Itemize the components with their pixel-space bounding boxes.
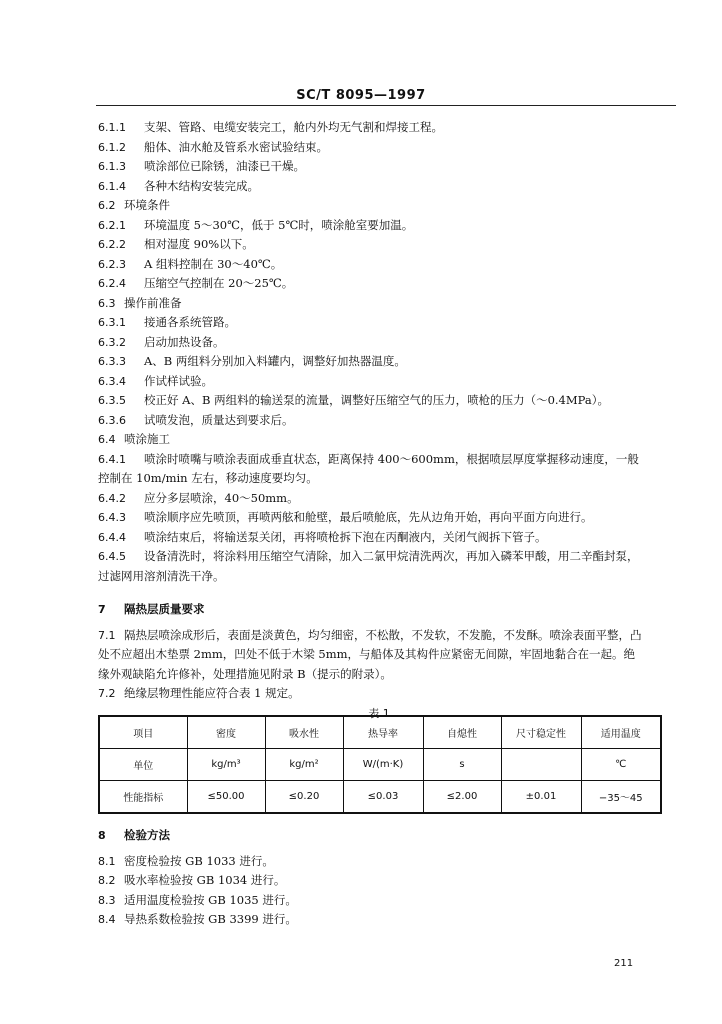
clause-6-2-4: 6.2.4 压缩空气控制在 20～25℃。: [98, 276, 294, 290]
table-header-cell: 密度: [187, 716, 265, 749]
clause-6-3-5: 6.3.5 校正好 A、B 两组料的输送泵的流量，调整好压缩空气的压力，喷枪的压力（～0.4MPa）。: [98, 393, 609, 407]
section-6-4-heading: 6.4 喷涂施工: [98, 432, 170, 446]
clause-8-1: 8.1 密度检验按 GB 1033 进行。: [98, 853, 274, 868]
clause-6-4-5-cont: 过滤网用溶剂清洗干净。: [98, 568, 225, 583]
clause-7-1-cont-1: 处不应超出木垫票 2mm，凹处不低于木梁 5mm，与船体及其构件应紧密无间隙，牢固地黏合在一起。绝: [98, 647, 636, 661]
table-cell: W/(m·K): [343, 749, 423, 781]
clause-6-4-5: 6.4.5 设备清洗时，将涂料用压缩空气清除，加入二氯甲烷清洗两次，再加入磷苯甲酸，用二辛酯封泵，: [98, 549, 639, 563]
clause-7-1: 7.1 隔热层喷涂成形后，表面是淡黄色，均匀细密，不松散，不发软，不发脆，不发酥。喷涂表面平整，凸: [98, 627, 642, 642]
header-rule: [96, 105, 676, 106]
table-cell: ℃: [581, 749, 661, 781]
table-cell: ≤50.00: [187, 781, 265, 814]
table-cell: 单位: [99, 749, 187, 781]
table-header-cell: 适用温度: [581, 716, 661, 749]
clause-6-1-3: 6.1.3 喷涂部位已除锈，油漆已干燥。: [98, 159, 305, 173]
table-cell: ≤0.03: [343, 781, 423, 814]
properties-table: [98, 715, 662, 814]
clause-6-1-1: 6.1.1 支架、管路、电缆安装完工，舱内外均无气割和焊接工程。: [98, 120, 443, 134]
clause-6-1-4: 6.1.4 各种木结构安装完成。: [98, 178, 259, 193]
clause-6-4-1: 6.4.1 喷涂时喷嘴与喷涂表面成垂直状态，距离保持 400～600mm，根据喷层厚度掌握移动速度，一般: [98, 451, 639, 466]
document-body: [98, 118, 660, 724]
clause-8-3: 8.3 适用温度检验按 GB 1035 进行。: [98, 892, 297, 907]
table-header-cell: 热导率: [343, 716, 423, 749]
table-cell: [501, 749, 581, 781]
clause-6-4-4: 6.4.4 喷涂结束后，将输送泵关闭，再将喷枪拆下泡在丙酮液内，关闭气阀拆下管子。: [98, 529, 547, 544]
section-8-heading: 8 检验方法: [98, 828, 170, 842]
clause-6-4-1-cont: 控制在 10m/min 左右，移动速度要均匀。: [98, 471, 318, 485]
table-header-cell: 自熄性: [423, 716, 501, 749]
section-7-heading: 7 隔热层质量要求: [98, 602, 205, 616]
section-6-3-heading: 6.3 操作前准备: [98, 295, 182, 310]
table-cell: ≤2.00: [423, 781, 501, 814]
table-cell: ±0.01: [501, 781, 581, 814]
page-number: 211: [614, 958, 634, 969]
clause-6-2-2: 6.2.2 相对湿度 90%以下。: [98, 237, 254, 251]
clause-7-2: 7.2 绝缘层物理性能应符合表 1 规定。: [98, 686, 300, 700]
clause-6-4-3: 6.4.3 喷涂顺序应先喷顶，再喷两舷和舱壁，最后喷舱底，先从边角开始，再向平面方向进行。: [98, 510, 593, 524]
clause-8-4: 8.4 导热系数检验按 GB 3399 进行。: [98, 912, 297, 926]
table-cell: ≤0.20: [265, 781, 343, 814]
clause-6-4-2: 6.4.2 应分多层喷涂，40～50mm。: [98, 490, 299, 505]
clause-6-2-1: 6.2.1 环境温度 5～30℃，低于 5℃时，喷涂舱室要加温。: [98, 217, 414, 232]
table-unit-row: [99, 749, 661, 781]
clause-6-1-2: 6.1.2 船体、油水舱及管系水密试验结束。: [98, 139, 328, 154]
clause-6-3-3: 6.3.3 A、B 两组料分别加入料罐内，调整好加热器温度。: [98, 354, 406, 368]
section-8: [98, 826, 660, 930]
table-cell: kg/m²: [265, 749, 343, 781]
section-6-2-heading: 6.2 环境条件: [98, 198, 170, 212]
clause-6-2-3: 6.2.3 A 组料控制在 30～40℃。: [98, 256, 283, 271]
page-header: SC/T 8095—1997: [296, 88, 426, 103]
table-header-row: [99, 716, 661, 749]
table-cell: kg/m³: [187, 749, 265, 781]
clause-7-1-cont-2: 缘外观缺陷允许修补，处理措施见附录 B（提示的附录）。: [98, 666, 392, 681]
table-cell: 性能指标: [99, 781, 187, 814]
clause-6-3-1: 6.3.1 接通各系统管路。: [98, 315, 236, 329]
table-header-cell: 项目: [99, 716, 187, 749]
table-title: 表 1: [368, 706, 390, 720]
table-cell: −35～45: [581, 781, 661, 814]
table-cell: s: [423, 749, 501, 781]
clause-6-3-2: 6.3.2 启动加热设备。: [98, 334, 225, 349]
table-header-cell: 吸水性: [265, 716, 343, 749]
table-value-row: [99, 781, 661, 814]
table-header-cell: 尺寸稳定性: [501, 716, 581, 749]
clause-6-3-4: 6.3.4 作试样试验。: [98, 373, 213, 388]
clause-8-2: 8.2 吸水率检验按 GB 1034 进行。: [98, 873, 286, 887]
clause-6-3-6: 6.3.6 试喷发泡，质量达到要求后。: [98, 412, 294, 427]
